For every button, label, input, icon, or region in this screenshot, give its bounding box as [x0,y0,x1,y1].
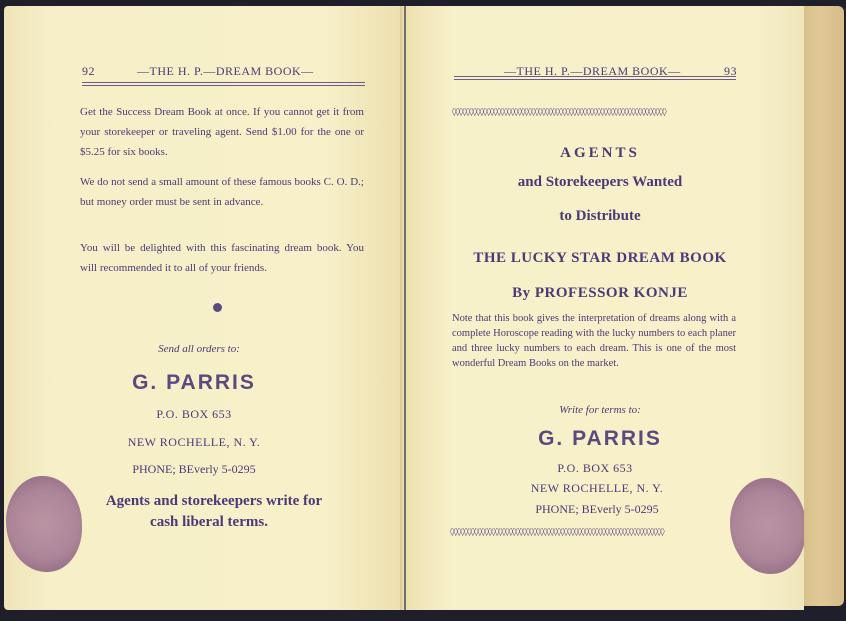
left-page [4,6,404,610]
right-page-number: 93 [724,64,737,78]
right-address-box: P.O. BOX 653 [557,461,633,475]
right-header-rule [454,76,736,80]
left-paragraph-1: Get the Success Dream Book at once. If you cannot get it from your storekeeper or traveling agent. Send $1.00 for the one or $5.25 for six books. [80,106,364,158]
right-stain [730,478,804,574]
decorative-border-top: ◊◊◊◊◊◊◊◊◊◊◊◊◊◊◊◊◊◊◊◊◊◊◊◊◊◊◊◊◊◊◊◊◊◊◊◊◊◊◊◊◊◊◊◊◊◊◊◊◊◊◊◊◊◊◊◊◊◊◊◊◊◊ [452,108,666,116]
right-name: G. PARRIS [538,427,662,450]
storekeepers-heading: and Storekeepers Wanted [517,174,683,190]
left-phone: PHONE; BEverly 5-0295 [132,462,256,476]
left-header-rule [82,82,365,86]
left-paragraph-2: We do not send a small amount of these famous books C. O. D.; but money order must be sent in advance. [80,176,364,208]
decorative-border-bottom: ◊◊◊◊◊◊◊◊◊◊◊◊◊◊◊◊◊◊◊◊◊◊◊◊◊◊◊◊◊◊◊◊◊◊◊◊◊◊◊◊◊◊◊◊◊◊◊◊◊◊◊◊◊◊◊◊◊◊◊◊◊◊ [450,528,664,536]
right-running-head: —THE H. P.—DREAM BOOK— [504,64,681,78]
bullet-dot [213,303,222,312]
agents-heading: AGENTS [560,145,640,161]
right-phone: PHONE; BEverly 5-0295 [535,502,659,516]
left-address-city: NEW ROCHELLE, N. Y. [127,435,261,449]
left-address-box: P.O. BOX 653 [156,407,232,421]
right-address-city: NEW ROCHELLE, N. Y. [530,481,664,495]
left-running-head: —THE H. P.—DREAM BOOK— [137,64,314,78]
left-closing-line-1: Agents and storekeepers write for [105,493,323,509]
book-page-edges [804,6,844,606]
right-page [406,6,804,610]
write-for-terms-label: Write for terms to: [559,404,641,416]
left-paragraph-3: You will be delighted with this fascinating dream book. You will recommended it to all of your friends. [80,242,364,274]
left-stain [6,476,82,572]
author-line: By PROFESSOR KONJE [512,285,688,301]
book-title: THE LUCKY STAR DREAM BOOK [473,250,727,266]
book-description: Note that this book gives the interpretation of dreams along with a complete Horoscope reading with the lucky numbers to each planer and three lucky numbers to each dream. This is one of the most wonderful Dream Books on the market. [452,313,736,369]
left-name: G. PARRIS [132,371,256,394]
left-page-number: 92 [82,64,95,78]
distribute-heading: to Distribute [559,208,641,224]
left-closing-line-2: cash liberal terms. [150,514,268,530]
send-orders-label: Send all orders to: [158,343,240,355]
